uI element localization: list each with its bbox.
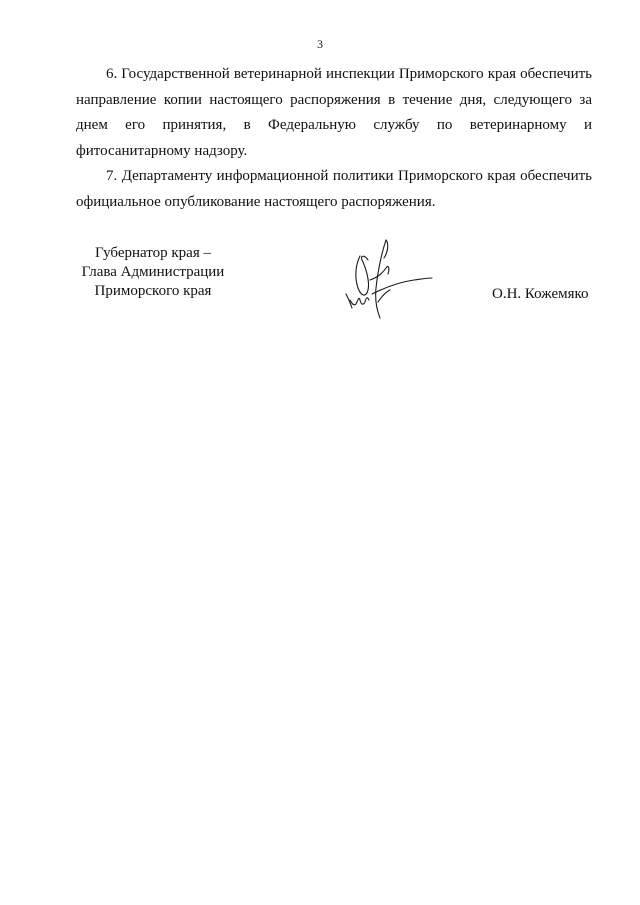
signatory-name: О.Н. Кожемяко — [492, 286, 589, 302]
signature-block — [0, 244, 640, 334]
signatory-title-line-1: Губернатор края – — [95, 245, 211, 261]
handwritten-signature — [342, 238, 436, 322]
signatory-title — [68, 244, 238, 301]
page-number: 3 — [317, 37, 323, 51]
paragraph-6: 6. Государственной ветеринарной инспекции Приморского края обеспечить направление копии настоящего распоряжения в течение дня, следующего за днем его принятия, в Федеральную службу по ветеринарному и фитосанитарному надзору. — [76, 66, 592, 159]
document-body — [76, 62, 592, 215]
signatory-title-line-2: Глава Администрации — [81, 264, 225, 280]
paragraph-7: 7. Департаменту информационной политики Приморского края обеспечить официальное опубликование настоящего распоряжения. — [76, 168, 592, 210]
signatory-title-line-3: Приморского края — [94, 283, 212, 299]
